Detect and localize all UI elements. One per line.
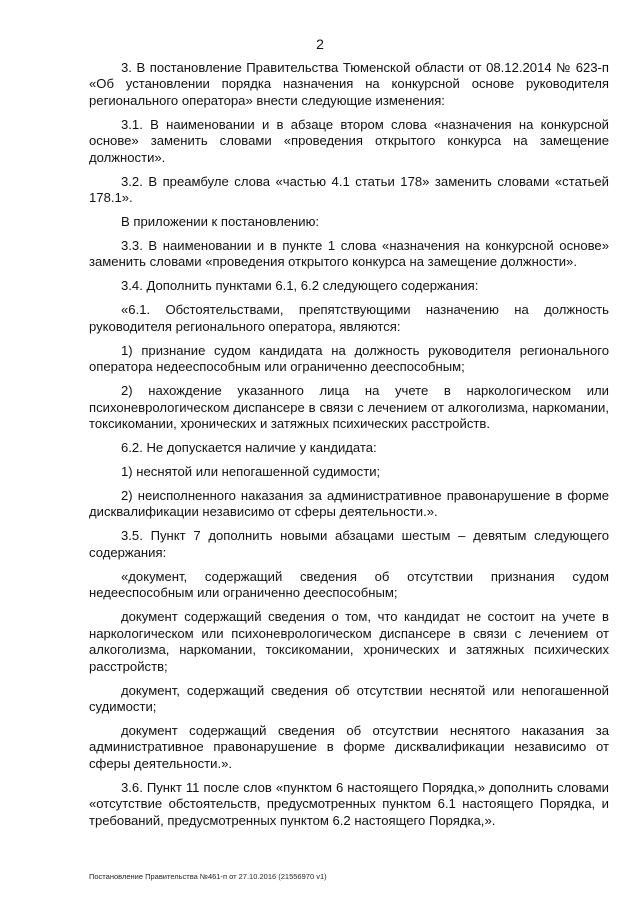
paragraph-3-1: 3.1. В наименовании и в абзаце втором слова «назначения на конкурсной основе» заменить словами «проведения открытого конкурса на замещение должности».	[89, 116, 609, 165]
paragraph-3-5-doc-3: документ, содержащий сведения об отсутствии неснятой или непогашенной судимости;	[89, 682, 609, 714]
paragraph-3-5: 3.5. Пункт 7 дополнить новыми абзацами шестым – девятым следующего содержания:	[89, 528, 609, 560]
paragraph-3-2: 3.2. В преамбуле слова «частью 4.1 статьи 178» заменить словами «статьей 178.1».	[89, 173, 609, 206]
document-footer: Постановление Правительства №461-п от 27.10.2016 (21556970 v1)	[89, 872, 327, 881]
document-body	[89, 60, 609, 837]
paragraph-3-5-doc-2: документ содержащий сведения о том, что кандидат не состоит на учете в наркологическом или психоневрологическом диспансере в связи с лечением от алкоголизма, наркомании, токсикомании, хронических и затяжных психических расстройств;	[89, 609, 609, 674]
paragraph-3-5-doc-1: «документ, содержащий сведения об отсутствии признания судом недееспособным или ограниченно дееспособным;	[89, 568, 609, 601]
paragraph-3-5-doc-4: документ содержащий сведения об отсутствии неснятого наказания за административное правонарушение в форме дисквалификации независимо от сферы деятельности.».	[89, 722, 609, 771]
paragraph-3-4: 3.4. Дополнить пунктами 6.1, 6.2 следующего содержания:	[121, 278, 479, 294]
paragraph-6-1: «6.1. Обстоятельствами, препятствующими назначению на должность руководителя регионального оператора, являются:	[89, 302, 609, 334]
paragraph-6-2-item-2: 2) неисполненного наказания за административное правонарушение в форме дисквалификации независимо от сферы деятельности.».	[89, 488, 609, 520]
paragraph-3-3: 3.3. В наименовании и в пункте 1 слова «назначения на конкурсной основе» заменить словами «проведения открытого конкурса на замещение должности».	[89, 238, 609, 270]
paragraph-6-2: 6.2. Не допускается наличие у кандидата:	[121, 440, 377, 456]
paragraph-6-2-item-1: 1) неснятой или непогашенной судимости;	[121, 464, 381, 480]
paragraph-6-1-item-2: 2) нахождение указанного лица на учете в наркологическом или психоневрологическом диспансере в связи с лечением от алкоголизма, наркомании, токсикомании, хронических и затяжных психических расстройств.	[89, 383, 609, 432]
paragraph-6-1-item-1: 1) признание судом кандидата на должность руководителя регионального оператора недееспособным или ограниченно дееспособным;	[89, 342, 609, 375]
paragraph-3-6: 3.6. Пункт 11 после слов «пунктом 6 настоящего Порядка,» дополнить словами «отсутствие обстоятельств, предусмотренных пунктом 6.1 настоящего Порядка, и требований, предусмотренных пунктом 6.2 настоящего Порядка,».	[89, 779, 609, 828]
page-number: 2	[316, 36, 324, 52]
paragraph-appendix-intro: В приложении к постановлению:	[121, 214, 320, 230]
paragraph-3: 3. В постановление Правительства Тюменской области от 08.12.2014 № 623-п «Об установлении порядка назначения на конкурсной основе руководителя регионального оператора» внести следующие изменения:	[89, 60, 609, 108]
